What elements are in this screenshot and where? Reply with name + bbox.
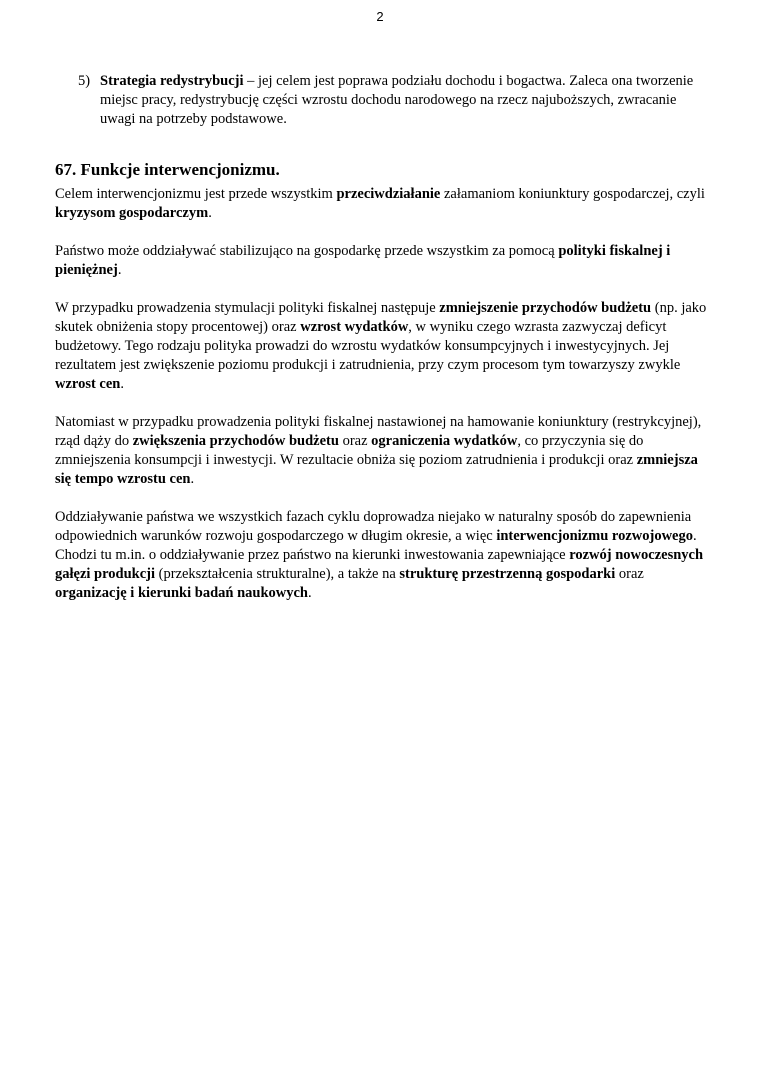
text: (np. jako skutek obniżenia stopy procentowej) oraz	[55, 300, 707, 335]
text: (przekształcenia strukturalne), a także na	[155, 566, 400, 582]
text: .	[308, 585, 312, 601]
bold-term: interwencjonizmu rozwojowego	[496, 528, 693, 544]
bold-term: zwiększenia przychodów budżetu	[132, 433, 339, 449]
text: W przypadku prowadzenia stymulacji polityki fiskalnej następuje	[55, 300, 440, 316]
text: Oddziaływanie państwa we wszystkich fazach cyklu doprowadza niejako w naturalny sposób do zapewnienia odpowiednich warunków rozwoju gospodarczego w długim okresie, a więc	[55, 509, 692, 544]
text: , w wyniku czego wzrasta zazwyczaj deficyt budżetowy. Tego rodzaju polityka prowadzi do wzrostu wydatków konsumpcyjnych i inwestycyjnych. Jej rezultatem jest zwiększenie poziomu produkcji i zatrudnienia, przy czym procesom tym towarzyszy zwykle	[55, 319, 681, 373]
paragraph-1	[55, 185, 710, 223]
paragraph-4	[55, 413, 710, 489]
text: .	[120, 376, 124, 392]
document-body	[55, 72, 710, 622]
bold-term: kryzysom gospodarczym	[55, 205, 209, 221]
bold-term: zmniejszenie przychodów budżetu	[439, 300, 652, 316]
section-heading: 67. Funkcje interwencjonizmu.	[55, 160, 280, 179]
text: oraz	[615, 566, 644, 582]
text: , co przyczynia się do zmniejszenia konsumpcji i inwestycji. W rezultacie obniża się poziom zatrudnienia i produkcji oraz	[55, 433, 644, 468]
bold-term: Strategia redystrybucji	[100, 73, 244, 89]
text: załamaniom koniunktury gospodarczej, czyli	[440, 186, 705, 202]
page-number: 2	[376, 9, 384, 24]
text: oraz	[338, 433, 372, 449]
bold-term: przeciwdziałanie	[336, 186, 441, 202]
bold-term: wzrost cen	[55, 376, 121, 392]
text: Natomiast w przypadku prowadzenia polityki fiskalnej nastawionej na hamowanie koniunktury (restrykcyjnej), rząd dąży do	[55, 414, 702, 449]
text: Celem interwencjonizmu jest przede wszystkim	[55, 186, 337, 202]
bold-term: organizację i kierunki badań naukowych	[55, 585, 308, 601]
bold-term: polityki fiskalnej i pieniężnej	[55, 243, 671, 278]
bold-term: zmniejsza się tempo wzrostu cen	[55, 452, 698, 487]
text: Państwo może oddziaływać stabilizująco na gospodarkę przede wszystkim za pomocą	[55, 243, 559, 259]
text: .	[208, 205, 212, 221]
bold-term: wzrost wydatków	[300, 319, 409, 335]
list-item-text: – jej celem jest poprawa podziału dochodu i bogactwa. Zaleca ona tworzenie miejsc pracy, redystrybucję części wzrostu dochodu narodowego na rzecz najuboższych, zwracanie uwagi na potrzeby podstawowe.	[100, 73, 694, 127]
paragraph-5	[55, 508, 710, 603]
paragraph-3	[55, 299, 710, 394]
list-item-number: 5)	[78, 73, 91, 89]
text: .	[190, 471, 195, 487]
list-item-5	[55, 72, 710, 129]
text: . Chodzi tu m.in. o oddziaływanie przez państwo na kierunki inwestowania zapewniające	[55, 528, 697, 563]
bold-term: rozwój nowoczesnych gałęzi produkcji	[55, 547, 704, 582]
bold-term: strukturę przestrzenną gospodarki	[399, 566, 616, 582]
bold-term: ograniczenia wydatków	[371, 433, 518, 449]
text: .	[117, 262, 122, 278]
paragraph-2	[55, 242, 710, 280]
